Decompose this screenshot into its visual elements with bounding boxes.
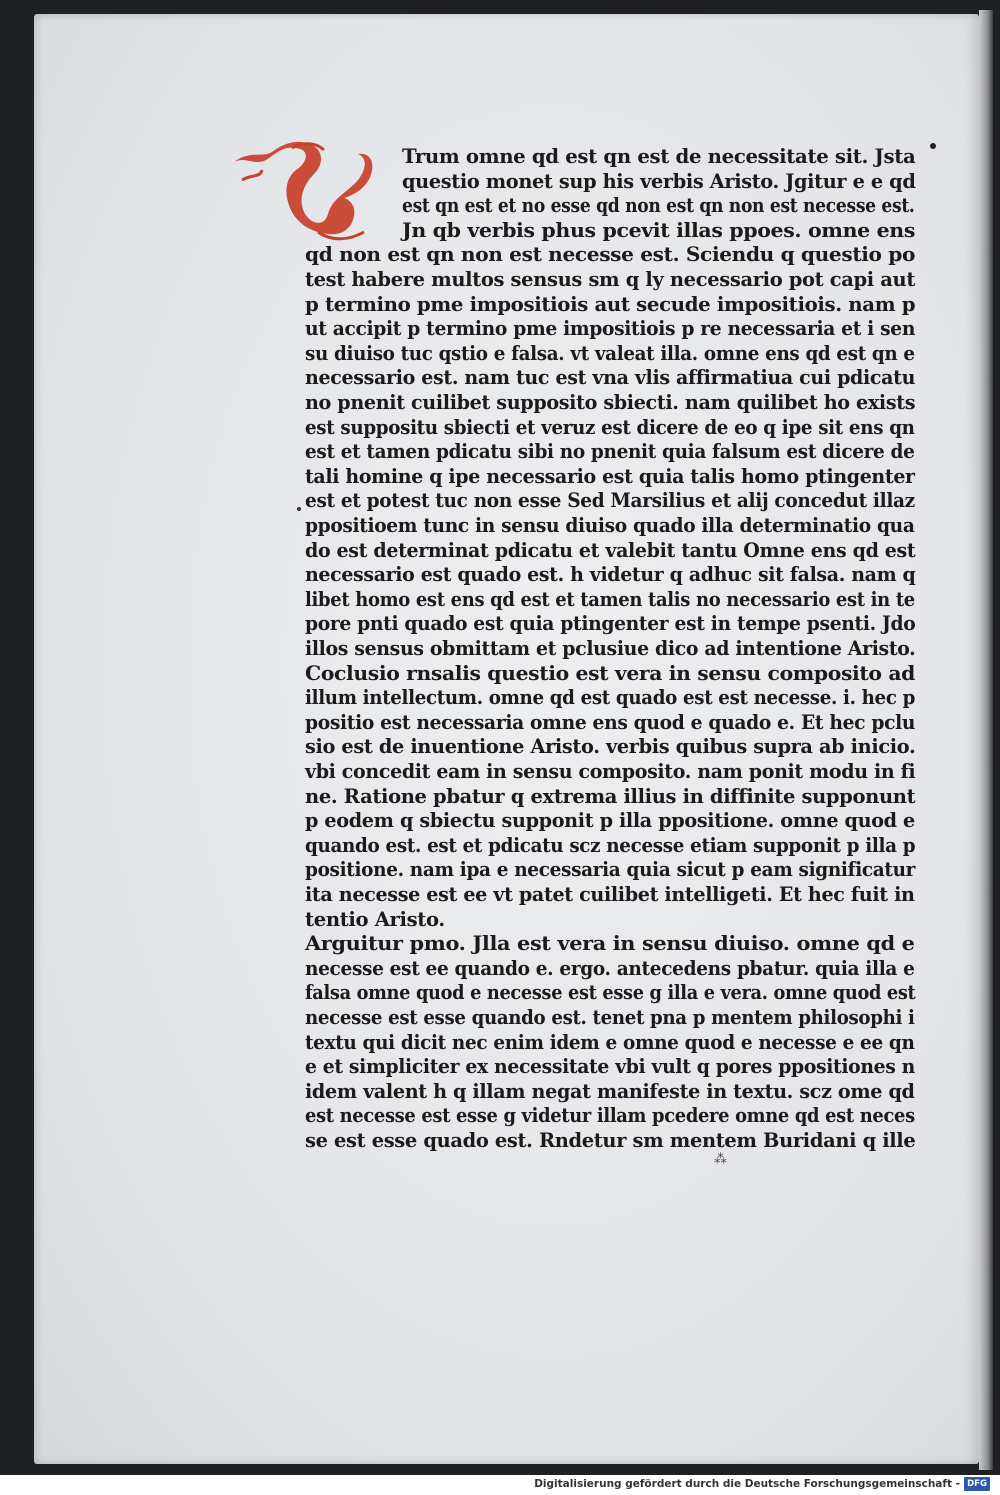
margin-mark [297,507,301,511]
text-line: questio monet sup his verbis Aristo. Jgitur e e qd [402,169,916,193]
text-line: textu qui dicit nec enim idem e omne quod e necesse e ee qn [305,1030,915,1054]
text-line: ne. Ratione pbatur q extrema illius in diffinite supponunt [305,784,916,808]
funding-notice: Digitalisierung gefördert durch die Deutsche Forschungsgemeinschaft - [534,1478,960,1490]
text-line: Jn qb verbis phus pcevit illas ppoes. omne ens [402,218,916,242]
text-line: est suppositu sbiecti et veruz est dicere de eo q ipe sit ens qn [305,415,915,439]
text-line: Coclusio rnsalis questio est vera in sensu composito ad [305,661,915,685]
text-line: tali homine q ipe necessario est quia talis homo ptingenter [305,464,915,488]
text-line: ita necesse est ee vt patet cuilibet intelligeti. Et hec fuit in [305,883,915,906]
footer-bar [0,1475,1000,1495]
text-line: quando est. est et pdicatu scz necesse etiam supponit p illa p [305,833,916,857]
text-line: ppositioem tunc in sensu diuiso quado illa determinatio qua [305,514,915,537]
text-line: necesse est ee quando e. ergo. antecedens pbatur. quia illa e [305,956,915,980]
text-line: test habere multos sensus sm q ly necessario pot capi aut [305,268,915,291]
text-line: est et potest tuc non esse Sed Marsilius et alij concedut illaz [305,489,915,513]
text-line: pore pnti quado est quia ptingenter est in tempe psenti. Jdo [305,612,916,636]
text-line: necesse est esse quando est. tenet pna p mentem philosophi i [305,1006,915,1029]
text-line: illos sensus obmittam et pclusiue dico ad intentione Aristo. [305,637,916,660]
ink-smudge: ⁂ [714,1152,727,1167]
text-line: illum intellectum. omne qd est quado est est necesse. i. hec p [305,686,916,710]
text-line: sio est de inuentione Aristo. verbis quibus supra ab inicio. [305,735,916,759]
text-line: do est determinat pdicatu et valebit tantu Omne ens qd est [305,538,916,562]
text-line: positione. nam ipa e necessaria quia sicut p eam significatur [305,858,916,882]
text-line: necessario est quado est. h videtur q adhuc sit falsa. nam q [305,563,916,587]
text-line: qd non est qn non est necesse est. Sciendu q questio po [305,243,916,267]
page-edge [979,10,993,1470]
text-line: p termino pme impositiois aut secude impositiois. nam p [305,292,916,316]
text-line: e et simpliciter ex necessitate vbi vult q pores ppositiones n [305,1055,915,1079]
text-line: Arguitur pmo. Jlla est vera in sensu diuiso. omne qd e [305,932,915,956]
text-line: positio est necessaria omne ens quod e quado e. Et hec pclu [305,710,916,734]
text-line: libet homo est ens qd est et tamen talis no necessario est in te [305,587,915,611]
text-line: est qn est et no esse qd non est qn non est necesse est. [402,194,915,218]
text-line: no pnenit cuilibet supposito sbiecti. nam quilibet ho exists [305,391,916,414]
text-line: ut accipit p termino pme impositiois p re necessaria et i sen [305,317,916,341]
ink-dot [930,143,936,149]
text-line: Trum omne qd est qn est de necessitate sit. Jsta [402,145,916,168]
text-line: tentio Aristo. [305,907,445,931]
text-line: est necesse est esse g videtur illam pcedere omne qd est neces [305,1104,915,1128]
text-line: falsa omne quod e necesse est esse g illa e vera. omne quod est [305,981,916,1005]
binding-clip [0,820,36,900]
text-line: est et tamen pdicatu sibi no pnenit quia falsum est dicere de [305,440,915,464]
rubricated-initial [232,140,402,250]
text-line: vbi concedit eam in sensu composito. nam ponit modu in fi [305,760,916,783]
text-line: necessario est. nam tuc est vna vlis affirmatiua cui pdicatu [305,366,916,390]
text-line: idem valent h q illam negat manifeste in textu. scz ome qd [305,1079,915,1103]
text-line: p eodem q sbiectu supponit p illa ppositione. omne quod e [305,809,915,833]
dfg-logo-icon: DFG [964,1477,990,1491]
text-line: su diuiso tuc qstio e falsa. vt valeat illa. omne ens qd est qn e [305,341,915,365]
text-line: se est esse quado est. Rndetur sm mentem Buridani q ille [305,1129,916,1152]
